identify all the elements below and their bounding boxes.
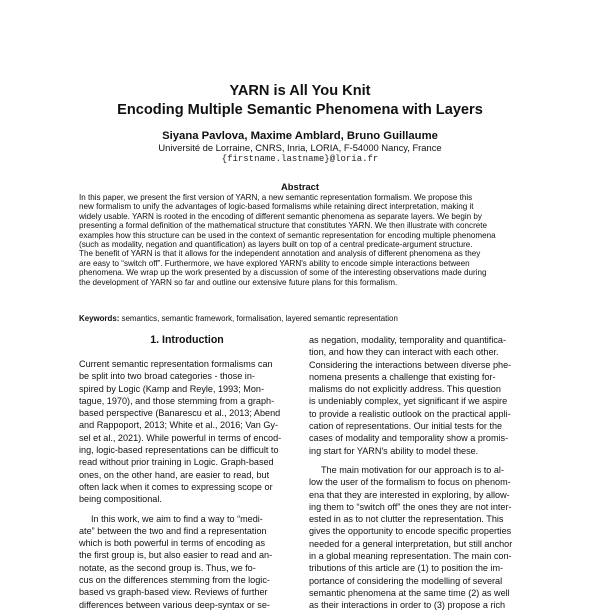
abstract-line: are easy to “switch off”. Furthermore, we have explored YARN's ability to encode simple interactions between <box>79 258 470 268</box>
text-line: which is both powerful in terms of encoding as <box>79 538 266 549</box>
text-line: Current semantic representation formalisms can <box>79 359 273 369</box>
paragraph-1 <box>79 358 301 506</box>
abstract-heading: Abstract <box>280 181 320 192</box>
keywords-label: Keywords: <box>79 314 120 323</box>
abstract-line: examples how this structure can be used in the context of semantic representation for encoding multiple phenomena <box>79 230 496 240</box>
paragraph-3 <box>309 334 531 457</box>
text-line: the first group is, but also easier to read and an- <box>79 550 273 561</box>
keywords-text: semantics, semantic framework, formalisation, layered semantic representation <box>121 314 398 323</box>
text-line: ena that they are interested in exploring, by allow- <box>309 489 510 500</box>
text-line: being compositional. <box>79 494 162 505</box>
abstract-body <box>79 193 522 287</box>
section-title: 1. Introduction <box>150 334 224 346</box>
text-line: as negation, modality, temporality and quantifica- <box>309 335 506 345</box>
text-line: in a global meaning representation. The main con- <box>309 551 512 562</box>
authors: Siyana Pavlova, Maxime Amblard, Bruno Guillaume <box>162 130 438 142</box>
text-line: often lack when it comes to expressing scope or <box>79 481 273 492</box>
text-line: In this work, we aim to find a way to “medi- <box>91 513 263 524</box>
text-line: be split into two broad categories - those in- <box>79 371 255 382</box>
text-line: semantic phenomena at the same time (2) as well <box>309 587 510 598</box>
text-line: notate, as the second group is. Thus, we fo- <box>79 562 256 573</box>
abstract-line: presenting a formal definition of the mathematical structure that constitutes YARN. We then illustrate with concrete <box>79 221 488 231</box>
text-line: based perspective (Banarescu et al., 2013; Abend <box>79 408 281 419</box>
keywords <box>79 314 522 323</box>
text-line: tributions of this article are (1) to position the im- <box>309 563 504 574</box>
text-line: The main motivation for our approach is to al- <box>321 464 504 475</box>
abstract-line: The benefit of YARN is that it allows for the independent annotation and analysis of different phenomena as they <box>79 249 481 259</box>
text-line: is undeniably complex, yet significant if we aspire <box>309 396 508 407</box>
text-line: sel et al., 2021). While powerful in terms of encod- <box>79 432 282 443</box>
text-line: as their interactions in order to (3) propose a rich <box>309 600 506 611</box>
abstract-line: new formalism to unify the advantages of logic-based formalisms while retaining direct interpretation, making it <box>79 202 474 212</box>
text-line: cus on the differences stemming from the logic- <box>79 575 270 586</box>
text-line: portance of considering the modelling of several <box>309 575 503 586</box>
email: {firstname.lastname}@loria.fr <box>221 154 379 164</box>
text-line: Considering the interactions between diverse phe- <box>309 359 512 370</box>
text-line: spired by Logic (Kamp and Reyle, 1993; Mon- <box>79 383 265 394</box>
text-line: ing them to “switch off” the ones they are not inter- <box>309 501 512 512</box>
text-line: read without prior training in Logic. Graph-based <box>79 457 274 468</box>
text-line: tion, and how they can interact with each other. <box>309 347 499 358</box>
right-column <box>309 334 531 612</box>
text-line: ested in as to not clutter the representation. This <box>309 514 504 525</box>
paper-title-line-2: Encoding Multiple Semantic Phenomena with Layers <box>117 102 483 118</box>
text-line: to provide a realistic outlook on the practical appli- <box>309 408 511 419</box>
text-line: gives the opportunity to encode specific properties <box>309 526 512 537</box>
left-column <box>79 358 301 611</box>
text-line: cation of representations. Our initial tests for the <box>309 421 503 432</box>
abstract-line: In this paper, we present the first version of YARN, a new semantic representation formalism. We propose this <box>79 193 473 202</box>
paragraph-2 <box>79 513 301 611</box>
paragraph-4 <box>309 464 531 612</box>
affiliation: Université de Lorraine, CNRS, Inria, LORIA, F-54000 Nancy, France <box>158 142 442 153</box>
text-line: and Rappoport, 2013; White et al., 2016; Van Gy- <box>79 420 279 431</box>
text-line: ones, on the other hand, are easier to read, but <box>79 469 270 480</box>
text-line: tague, 1970), and those stemming from a graph- <box>79 395 275 406</box>
text-line: based vs graph-based view. Reviews of further <box>79 587 268 598</box>
abstract-line: widely usable. YARN is rooted in the encoding of different semantic phenomena as separate layers. We begin by <box>79 211 482 221</box>
text-line: cases of modality and temporality show a promis- <box>309 433 509 444</box>
text-line: needed for a general interpretation, but still anchor <box>309 538 513 549</box>
text-line: differences between various deep-syntax or se- <box>79 599 270 610</box>
abstract-line: phenomena. We wrap up the work presented by a discussion of some of the interesting observations made during <box>79 268 487 278</box>
abstract-line: the development of YARN so far and outline our extensive future plans for this formalism. <box>79 277 398 287</box>
abstract-line: (such as modality, negation and quantification) as layers built on top of a central predicate-argument structure. <box>79 240 473 250</box>
text-line: low the user of the formalism to focus on phenom- <box>309 477 511 488</box>
text-line: malisms do not explicitly address. This question <box>309 384 501 395</box>
text-line: ate” between the two and find a representation <box>79 525 267 536</box>
text-line: ing start for YARN's ability to model these. <box>309 445 479 456</box>
paper-title-line-1: YARN is All You Knit <box>229 83 371 99</box>
text-line: nomena presents a challenge that existing for- <box>309 371 496 382</box>
text-line: ing, logic-based representations can be difficult to <box>79 445 279 456</box>
